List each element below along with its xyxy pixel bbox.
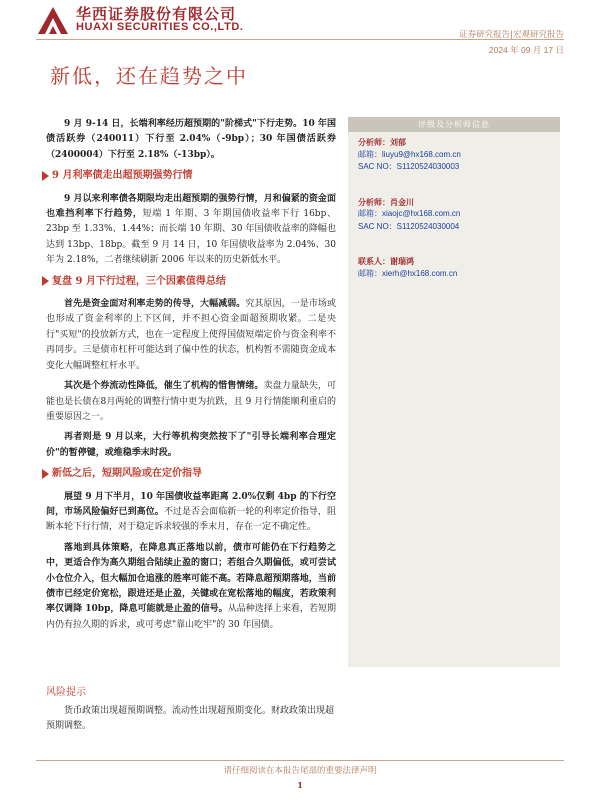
report-date: 2024 年 09 月 17 日 <box>488 45 564 55</box>
analyst-card-2 <box>348 196 560 234</box>
huaxi-logo-icon <box>36 4 70 38</box>
triangle-bullet-icon <box>42 469 49 479</box>
company-name-cn: 华西证券股份有限公司 <box>76 5 237 23</box>
page-number: 1 <box>297 780 303 790</box>
section-2-paragraph-1: 首先是资金面对利率走势的传导，大幅减弱。究其原因，一是市场或也形成了资金利率的上下区间，并不担心资金面超预期收紧。二是央行"买短"的投放新方式，也在一定程度上使得国债短端定价与资金利率不再同步。三是债市杠杆可能达到了偏中性的状态，机构暂不需随资金成本变化大幅调整杠杆水平。 <box>46 299 336 371</box>
risk-title: 风险提示 <box>46 687 86 698</box>
risk-text: 货币政策出现超预期调整。流动性出现超预期变化。财政政策出现超预期调整。 <box>46 706 335 732</box>
section-heading-3: 新低之后，短期风险或在定价指导 <box>42 466 336 481</box>
analyst-name: 分析师：刘郁 <box>358 137 406 147</box>
triangle-bullet-icon <box>42 276 49 286</box>
analyst-email[interactable]: 邮箱：liuyu9@hx168.com.cn <box>358 149 461 159</box>
report-title: 新低，还在趋势之中 <box>50 64 248 88</box>
report-type: 证券研究报告|宏观研究报告 <box>459 30 564 40</box>
section-heading-1: 9 月利率债走出超预期强势行情 <box>42 168 336 183</box>
analyst-name: 分析师：肖金川 <box>358 196 414 207</box>
footer-disclaimer: 请仔细阅读在本报告尾部的重要法律声明 <box>223 766 377 776</box>
analyst-email[interactable]: 邮箱：xiaojc@hx168.com.cn <box>358 209 461 218</box>
analyst-sac: SAC NO：S1120524030004 <box>358 221 460 231</box>
sidebar-header: 评级及分析师信息 <box>348 117 560 132</box>
analyst-sidebar <box>348 117 560 667</box>
footer-divider <box>36 760 564 761</box>
section-2-paragraph-3: 再者则是 9 月以来，大行等机构突然按下了"引导长端利率合理定价"的暂停键，或维稳季末时段。 <box>46 432 336 458</box>
contact-name: 联系人：谢瑞鸿 <box>358 256 414 266</box>
analyst-card-3 <box>348 255 560 280</box>
summary-paragraph: 9 月 9-14 日，长端利率经历超预期的"阶梯式"下行走势。10 年国债活跃券（240011）下行至 2.04%（-9bp）；30 年国债活跃券（2400004）下行至 2.18%（-13bp）。 <box>46 119 336 160</box>
triangle-bullet-icon <box>42 171 49 181</box>
section-3-paragraph-2: 落地到具体策略，在降息真正落地以前，债市可能仍在下行趋势之中，更适合作为高久期组合陆续止盈的窗口；若组合久期偏低，或可尝试小仓位介入，但大幅加仓追涨的胜率可能不高。若降息超预期落地，当前债市已经定价宽松，跟进还是止盈，关键或在宽松落地的幅度，若政策利率仅调降 10bp，降息可能就是止盈的信号。从品种选择上来看，若短期内仍有拉久期的诉求，或可考虑"靠山吃牢"的 30 年国债。 <box>46 542 336 630</box>
section-1-paragraph: 9 月以来利率债各期限均走出超预期的强势行情，月和偏紧的资金面也难挡利率下行趋势，短端 1 年期、3 年期国债收益率下行 16bp、23bp 至 1.33%、1.44%；而长端 10 年期、30 年国债收益率的降幅也达到 13bp、18bp。截至 9 月 14 日，10 年国债收益率为 2.04%、30 年为 2.18%，二者继续刷新 2006 年以来的历史新低水平。 <box>46 193 336 266</box>
main-content <box>46 117 336 635</box>
section-3-paragraph-1: 展望 9 月下半月，10 年国债收益率距离 2.0%仅剩 4bp 的下行空间，市场风险偏好已到高位。不过是否会面临新一轮的利率定价指导，阻断本轮下行行情，对于稳定诉求较强的季末月，存在一定不确定性。 <box>46 491 336 533</box>
analyst-card-1 <box>348 136 560 174</box>
company-name-en: HUAXI SECURITIES CO.,LTD. <box>76 21 244 33</box>
section-2-paragraph-2: 其次是个券流动性降低，催生了机构的惜售情绪。卖盘力量缺失，可能也是长债在8月两轮的调整行情中更为抗跌，且 9 月行情能顺利重启的重要原因之一。 <box>46 381 336 422</box>
header-divider <box>36 39 564 40</box>
section-heading-2: 复盘 9 月下行过程，三个因素值得总结 <box>42 274 336 289</box>
analyst-sac: SAC NO：S1120524030003 <box>358 162 460 171</box>
contact-email[interactable]: 邮箱：xierh@hx168.com.cn <box>358 268 458 278</box>
